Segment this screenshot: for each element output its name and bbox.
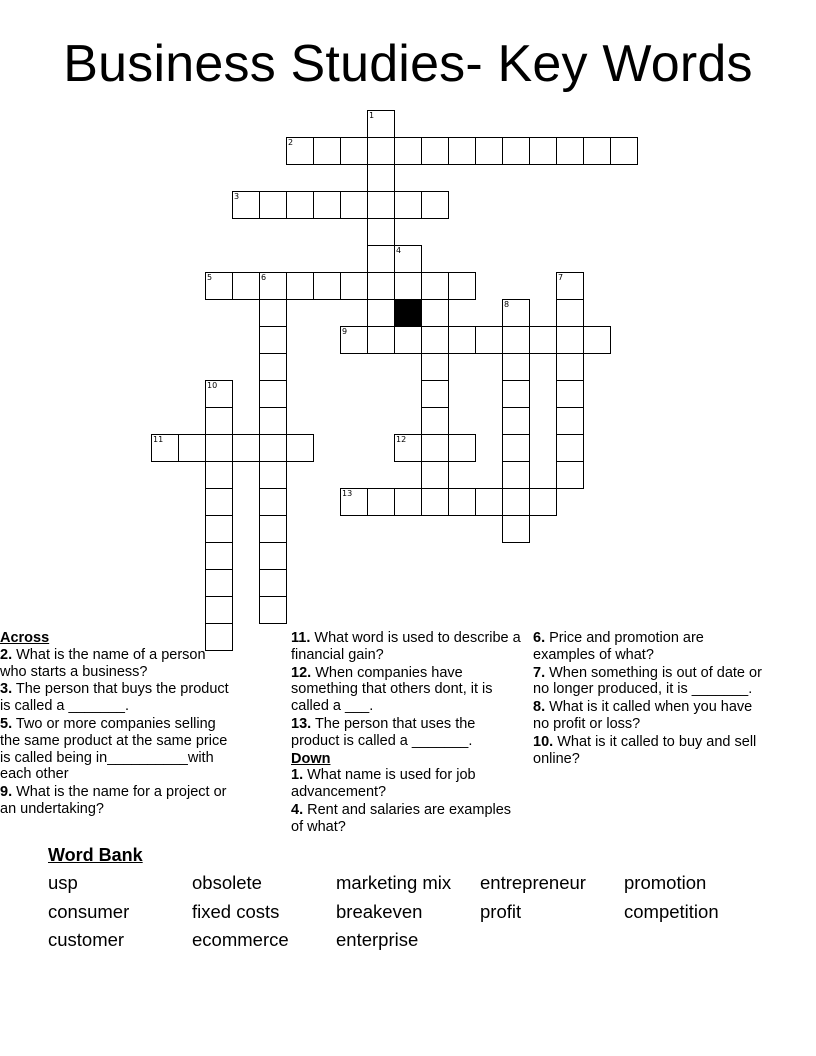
crossword-cell[interactable] [556, 407, 584, 435]
crossword-cell[interactable] [259, 299, 287, 327]
crossword-cell[interactable] [556, 461, 584, 489]
crossword-cell[interactable] [502, 299, 530, 327]
word-bank-word: consumer [48, 900, 130, 922]
clues-column-3 [533, 630, 765, 768]
clue-text: What is the name for a project or an undertaking? [0, 784, 227, 817]
clue-text: Price and promotion are examples of what? [533, 630, 704, 663]
clue-text: What is it called when you have no profit or loss? [533, 699, 753, 732]
crossword-cell[interactable] [502, 137, 530, 165]
crossword-cell[interactable] [448, 272, 476, 300]
crossword-cell[interactable] [394, 245, 422, 273]
crossword-cell[interactable] [394, 326, 422, 354]
clue-down-10 [533, 734, 765, 768]
crossword-cell[interactable] [394, 137, 422, 165]
clue-text: When something is out of date or no longer produced, it is _______. [533, 664, 762, 698]
crossword-cell[interactable] [205, 542, 233, 570]
crossword-cell[interactable] [502, 434, 530, 462]
crossword-cell[interactable] [556, 380, 584, 408]
clue-number-label: 10 [207, 381, 218, 390]
clue-number: 5. [0, 715, 13, 732]
crossword-cell[interactable] [502, 407, 530, 435]
clue-number-label: 2 [288, 138, 294, 147]
clue-number-label: 13 [342, 489, 353, 498]
crossword-cell[interactable] [502, 515, 530, 543]
crossword-cell[interactable] [502, 353, 530, 381]
clue-across-3 [0, 681, 232, 715]
clue-number-label: 5 [207, 273, 213, 282]
crossword-cell[interactable] [205, 380, 233, 408]
crossword-cell[interactable] [340, 137, 368, 165]
word-bank-word: customer [48, 929, 125, 950]
crossword-cell[interactable] [421, 299, 449, 327]
clues-column-1 [0, 630, 232, 819]
clue-text: The person that buys the product is called a _______. [0, 681, 229, 715]
crossword-cell[interactable] [340, 272, 368, 300]
crossword-cell[interactable] [394, 191, 422, 219]
crossword-cell[interactable] [313, 272, 341, 300]
clue-number: 2. [0, 646, 13, 663]
clue-number: 8. [533, 699, 546, 716]
crossword-cell[interactable] [259, 515, 287, 543]
clue-across-9 [0, 784, 232, 818]
clue-text: Two or more companies selling the same product at the same price is called being in__________with each other [0, 715, 228, 783]
clue-number-label: 6 [261, 273, 267, 282]
crossword-cell[interactable] [529, 488, 557, 516]
crossword-cell[interactable] [340, 488, 368, 516]
crossword-cell[interactable] [367, 191, 395, 219]
crossword-cell[interactable] [367, 110, 395, 138]
clue-across-13 [291, 716, 523, 750]
clue-number-label: 4 [396, 246, 402, 255]
clue-down-8 [533, 699, 765, 733]
crossword-cell[interactable] [205, 272, 233, 300]
word-bank-word: promotion [624, 872, 707, 893]
word-bank-word: profit [480, 900, 522, 922]
clue-text: What name is used for job advancement? [291, 767, 476, 801]
clue-across-12 [291, 665, 523, 715]
crossword-cell[interactable] [205, 488, 233, 516]
crossword-cell[interactable] [286, 434, 314, 462]
crossword-cell[interactable] [448, 326, 476, 354]
clue-text: What is it called to buy and sell online? [533, 733, 757, 767]
word-bank-word: usp [48, 872, 78, 893]
word-bank-word: marketing mix [336, 872, 452, 893]
crossword-cell[interactable] [232, 191, 260, 219]
crossword-cell[interactable] [502, 461, 530, 489]
crossword-cell[interactable] [529, 137, 557, 165]
clue-text: What is the name of a person who starts a business? [0, 646, 206, 680]
word-bank-word: enterprise [336, 929, 419, 950]
clue-number: 7. [533, 664, 546, 681]
clue-down-4 [291, 802, 523, 836]
crossword-cell[interactable] [421, 434, 449, 462]
word-bank-word: ecommerce [192, 929, 289, 950]
crossword-cell[interactable] [475, 488, 503, 516]
crossword-cell[interactable] [421, 380, 449, 408]
word-bank-word: fixed costs [192, 900, 280, 922]
crossword-cell[interactable] [286, 191, 314, 219]
crossword-cell[interactable] [259, 407, 287, 435]
crossword-cell[interactable] [556, 326, 584, 354]
crossword-cell[interactable] [259, 596, 287, 624]
crossword-cell[interactable] [205, 596, 233, 624]
crossword-cell[interactable] [259, 191, 287, 219]
crossword-cell[interactable] [259, 542, 287, 570]
crossword-cell[interactable] [205, 434, 233, 462]
crossword-cell[interactable] [367, 137, 395, 165]
page-title: Business Studies- Key Words [63, 35, 753, 93]
clue-down-6 [533, 630, 765, 664]
crossword-cell[interactable] [583, 326, 611, 354]
clue-text: Rent and salaries are examples of what? [291, 801, 512, 835]
clues-column-2 [291, 630, 523, 837]
word-bank-word: entrepreneur [480, 872, 586, 893]
clue-across-5 [0, 716, 232, 783]
crossword-cell[interactable] [421, 407, 449, 435]
clue-number: 3. [0, 681, 13, 698]
crossword-cell[interactable] [205, 461, 233, 489]
crossword-cell[interactable] [205, 515, 233, 543]
crossword-cell[interactable] [259, 272, 287, 300]
clue-number: 10. [533, 733, 554, 750]
word-bank-title: Word Bank [48, 845, 143, 865]
crossword-cell[interactable] [421, 272, 449, 300]
crossword-cell[interactable] [259, 353, 287, 381]
word-bank-word: obsolete [192, 872, 262, 893]
crossword-cell[interactable] [232, 272, 260, 300]
clue-number-label: 9 [342, 327, 348, 336]
crossword-cell[interactable] [475, 137, 503, 165]
crossword-cell[interactable] [286, 137, 314, 165]
down-heading: Down [291, 750, 331, 767]
crossword-cell[interactable] [394, 434, 422, 462]
crossword-cell[interactable] [556, 434, 584, 462]
crossword-cell[interactable] [367, 164, 395, 192]
crossword-cell[interactable] [529, 326, 557, 354]
crossword-cell[interactable] [259, 569, 287, 597]
crossword-cell[interactable] [448, 434, 476, 462]
crossword-cell[interactable] [421, 488, 449, 516]
crossword-block [394, 299, 422, 327]
crossword-cell[interactable] [502, 380, 530, 408]
crossword-cell[interactable] [151, 434, 179, 462]
crossword-cell[interactable] [313, 137, 341, 165]
crossword-cell[interactable] [394, 272, 422, 300]
crossword-cell[interactable] [367, 272, 395, 300]
crossword-cell[interactable] [367, 245, 395, 273]
clue-number-label: 1 [369, 111, 375, 120]
clue-number-label: 3 [234, 192, 240, 201]
clue-across-11 [291, 630, 523, 664]
crossword-cell[interactable] [421, 137, 449, 165]
crossword-cell[interactable] [259, 434, 287, 462]
crossword-cell[interactable] [502, 488, 530, 516]
crossword-cell[interactable] [394, 488, 422, 516]
clue-number-label: 12 [396, 435, 407, 444]
clue-across-2 [0, 647, 232, 681]
across-heading: Across [0, 630, 50, 646]
crossword-cell[interactable] [313, 191, 341, 219]
crossword-cell[interactable] [205, 407, 233, 435]
clue-text: The person that uses the product is called a _______. [291, 715, 476, 749]
crossword-cell[interactable] [367, 218, 395, 246]
clue-down-1 [291, 767, 523, 801]
crossword-cell[interactable] [367, 326, 395, 354]
crossword-cell[interactable] [421, 353, 449, 381]
crossword-cell[interactable] [421, 461, 449, 489]
clue-number: 12. [291, 664, 312, 681]
clue-number: 6. [533, 630, 546, 646]
clue-number: 13. [291, 715, 312, 732]
clue-number: 4. [291, 801, 304, 818]
crossword-cell[interactable] [259, 380, 287, 408]
crossword-cell[interactable] [556, 137, 584, 165]
crossword-cell[interactable] [340, 191, 368, 219]
crossword-cell[interactable] [367, 299, 395, 327]
crossword-cell[interactable] [556, 299, 584, 327]
clue-number: 11. [291, 630, 311, 646]
word-bank-word: competition [624, 900, 719, 922]
clue-number: 1. [291, 767, 304, 784]
crossword-cell[interactable] [421, 326, 449, 354]
crossword-cell[interactable] [610, 137, 638, 165]
crossword-cell[interactable] [448, 488, 476, 516]
crossword-cell[interactable] [259, 326, 287, 354]
clue-text: What word is used to describe a financial gain? [291, 630, 521, 663]
crossword-cell[interactable] [583, 137, 611, 165]
clue-number-label: 8 [504, 300, 510, 309]
crossword-cell[interactable] [205, 569, 233, 597]
clue-number: 9. [0, 784, 13, 801]
clue-number-label: 11 [153, 435, 164, 444]
word-bank-word: breakeven [336, 900, 423, 922]
crossword-cell[interactable] [556, 272, 584, 300]
word-bank [48, 872, 788, 952]
crossword-cell[interactable] [556, 353, 584, 381]
crossword-cell[interactable] [421, 191, 449, 219]
crossword-cell[interactable] [232, 434, 260, 462]
crossword-cell[interactable] [502, 326, 530, 354]
crossword-cell[interactable] [367, 488, 395, 516]
clue-number-label: 7 [558, 273, 564, 282]
clue-down-7 [533, 665, 765, 699]
crossword-cell[interactable] [259, 461, 287, 489]
clue-text: When companies have something that others dont, it is called a ___. [291, 664, 493, 715]
crossword-cell[interactable] [475, 326, 503, 354]
crossword-cell[interactable] [178, 434, 206, 462]
crossword-cell[interactable] [286, 272, 314, 300]
crossword-cell[interactable] [340, 326, 368, 354]
crossword-cell[interactable] [448, 137, 476, 165]
crossword-cell[interactable] [259, 488, 287, 516]
